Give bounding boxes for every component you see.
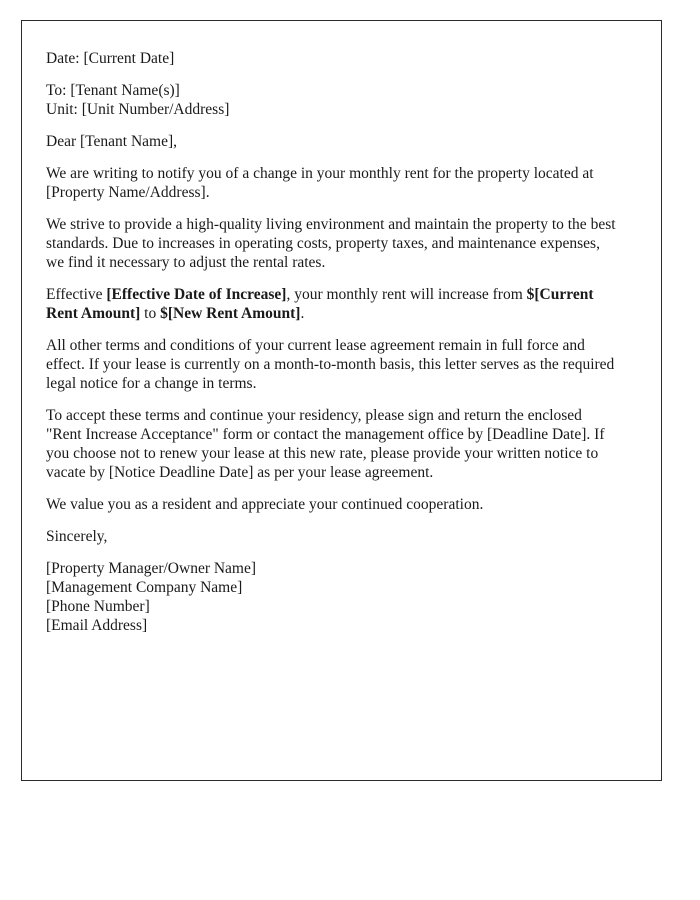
letter-body (22, 21, 661, 635)
signature-manager-name: [Property Manager/Owner Name] (46, 560, 257, 577)
signature-email: [Email Address] (46, 617, 148, 634)
effective-prefix: Effective (46, 286, 107, 303)
signature-block (46, 559, 618, 635)
signature-phone: [Phone Number] (46, 598, 150, 615)
recipient-unit-line: Unit: [Unit Number/Address] (46, 101, 230, 118)
paragraph-intro: We are writing to notify you of a change in your monthly rent for the property located at [Property Name/Address]. (46, 165, 594, 201)
effective-middle: , your monthly rent will increase from (286, 286, 527, 303)
date-line: Date: [Current Date] (46, 50, 175, 67)
effective-suffix: . (300, 305, 305, 322)
effective-connector: to (140, 305, 161, 322)
paragraph-rationale: We strive to provide a high-quality living environment and maintain the property to the best standards. Due to increases in operating costs, property taxes, and maintenance expenses, we find it necessary to adjust the rental rates. (46, 216, 616, 271)
sign-off: Sincerely, (46, 528, 108, 545)
recipient-block (46, 81, 618, 119)
current-rent-placeholder: $[Current Rent Amount] (46, 286, 594, 322)
signature-company-name: [Management Company Name] (46, 579, 243, 596)
recipient-to-line: To: [Tenant Name(s)] (46, 82, 180, 99)
effective-date-placeholder: [Effective Date of Increase] (106, 286, 287, 303)
letter-page (21, 20, 662, 781)
new-rent-placeholder: $[New Rent Amount] (160, 305, 301, 322)
paragraph-closing-thanks: We value you as a resident and appreciate your continued cooperation. (46, 496, 484, 513)
paragraph-acceptance: To accept these terms and continue your residency, please sign and return the enclosed "Rent Increase Acceptance" form or contact the management office by [Deadline Date]. If you choose not to renew your lease at this new rate, please provide your written notice to vacate by [Notice Deadline Date] as per your lease agreement. (46, 407, 605, 481)
paragraph-terms: All other terms and conditions of your current lease agreement remain in full force and effect. If your lease is currently on a month-to-month basis, this letter serves as the required legal notice for a change in terms. (46, 337, 615, 392)
salutation: Dear [Tenant Name], (46, 133, 178, 150)
paragraph-effective-increase (46, 285, 618, 323)
